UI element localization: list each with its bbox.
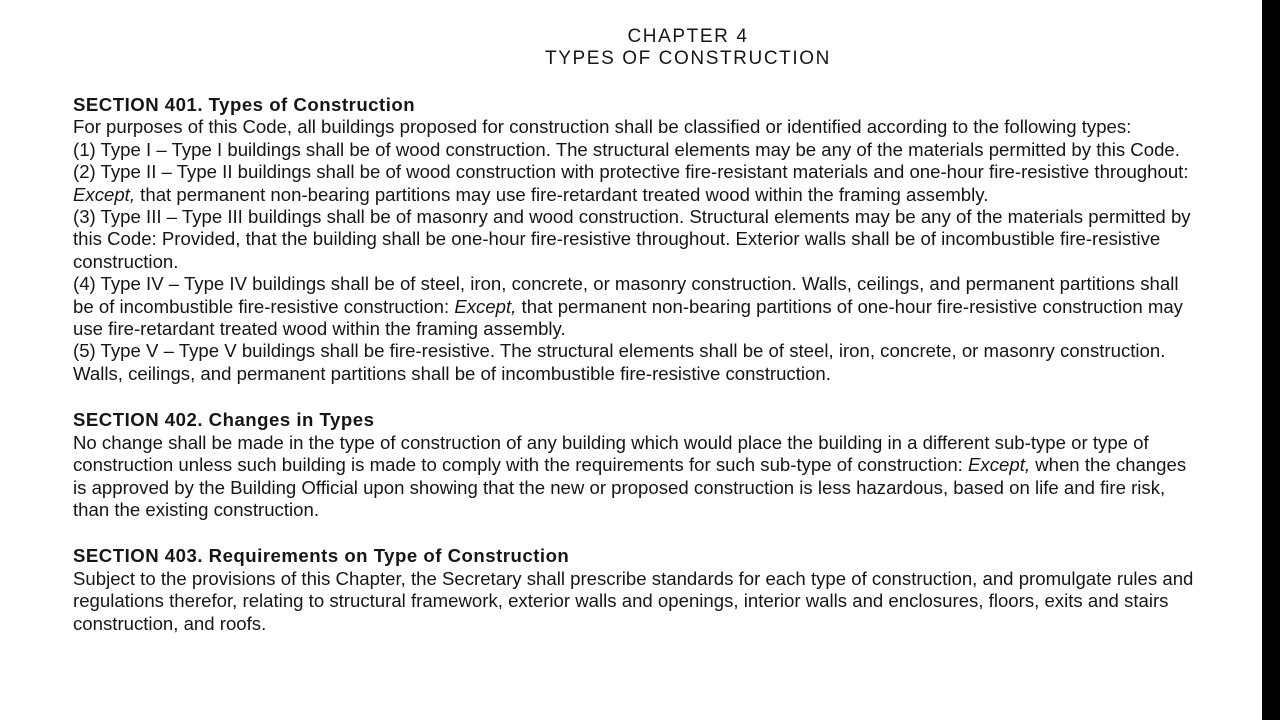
type-4-text-b: that permanent non-bearing partitions of one-hour fire-resistive construction may use fire-retardant treated wood within the framing assembly. (73, 295, 1183, 340)
section-402-body (73, 432, 1203, 522)
section-402-title: SECTION 402. Changes in Types (73, 409, 375, 431)
section-403-body (73, 568, 1203, 635)
right-border-strip (1262, 0, 1280, 720)
section-403-text: Subject to the provisions of this Chapter, the Secretary shall prescribe standards for each type of construction, and promulgate rules and regulations therefor, relating to structural framework, exterior walls and openings, interior walls and enclosures, floors, exits and stairs construction, and roofs. (73, 567, 1194, 634)
section-401-body (73, 116, 1203, 385)
chapter-number: CHAPTER 4 (627, 26, 749, 47)
section-401 (73, 94, 1203, 385)
section-402-text-b: when the changes is approved by the Building Official upon showing that the new or proposed construction is less hazardous, based on life and fire risk, than the existing construction. (73, 454, 1187, 520)
type-4-text-a: Type IV buildings shall be of steel, iron, concrete, or masonry construction. Walls, ceilings, and permanent partitions shall be of incombustible fire-resistive construction: (73, 273, 1179, 317)
type-1-lead: (1) Type I – (73, 138, 172, 160)
type-5-item (73, 340, 1203, 385)
type-2-text-a: Type II buildings shall be of wood construction with protective fire-resistant materials and one-hour fire-resistive throughout: (176, 161, 1189, 183)
type-5-text: Type V buildings shall be fire-resistive. The structural elements shall be of steel, iron, concrete, or masonry construction. Walls, ceilings, and permanent partitions shall be of incombustible fire-resistive construction. (73, 340, 1166, 384)
chapter-title: TYPES OF CONSTRUCTION (545, 48, 831, 69)
type-5-lead: (5) Type V – (73, 340, 179, 362)
type-4-item (73, 273, 1203, 340)
type-1-item (73, 139, 1203, 161)
type-2-text-b: that permanent non-bearing partitions may use fire-retardant treated wood within the framing assembly. (135, 183, 989, 205)
type-2-lead: (2) Type II – (73, 161, 177, 183)
section-403-title: SECTION 403. Requirements on Type of Construction (73, 545, 570, 567)
type-1-text: Type I buildings shall be of wood construction. The structural elements may be any of the materials permitted by this Code. (171, 138, 1180, 160)
document-body (73, 26, 1203, 635)
section-402-text-a: No change shall be made in the type of construction of any building which would place the building in a different sub-type or type of construction unless such building is made to comply with the requirements for such sub-type of construction: (73, 431, 1149, 476)
section-401-title: SECTION 401. Types of Construction (73, 94, 416, 115)
section-401-intro: For purposes of this Code, all buildings proposed for construction shall be classified or identified according to the following types: (73, 116, 1132, 138)
section-402 (73, 409, 1203, 521)
section-402-emphasis: Except, (968, 454, 1031, 476)
type-4-emphasis: Except, (454, 295, 517, 317)
type-3-text: Type III buildings shall be of masonry and wood construction. Structural elements may be any of the materials permitted by this Code: Provided, that the building shall be one-hour fire-resistive throughout. Exterior walls shall be of incombustible fire-resistive construction. (73, 206, 1191, 272)
type-3-item (73, 206, 1203, 273)
type-2-emphasis: Except, (73, 183, 136, 205)
type-4-lead: (4) Type IV – (73, 273, 184, 295)
type-2-item (73, 161, 1203, 206)
type-3-lead: (3) Type III – (73, 206, 182, 228)
chapter-heading (173, 26, 1203, 70)
section-403 (73, 545, 1203, 635)
